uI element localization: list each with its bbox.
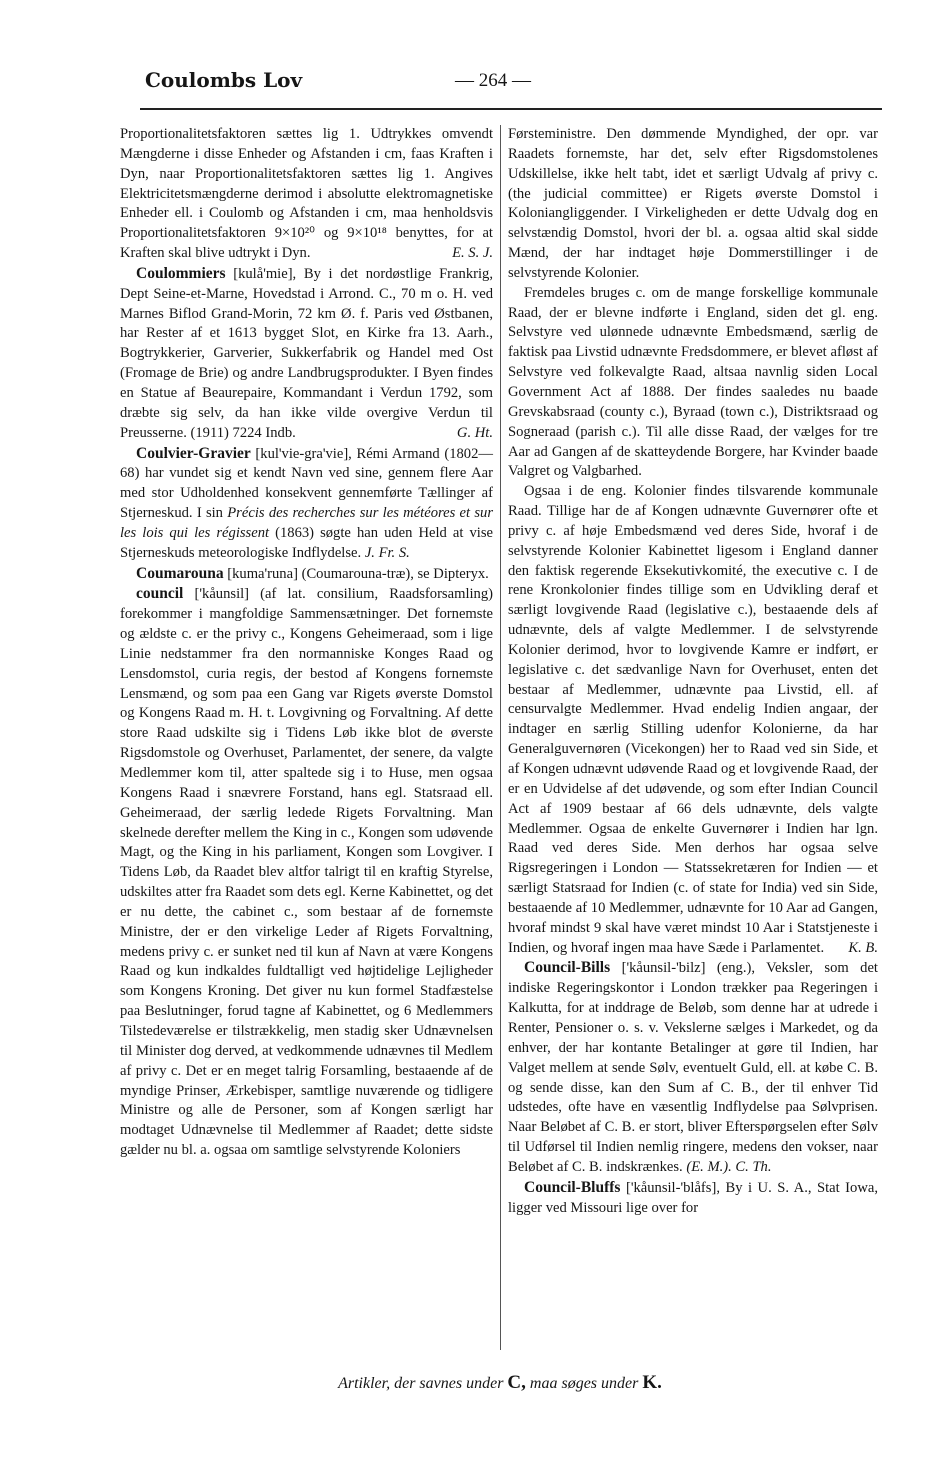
page-header — [145, 68, 880, 100]
council-paragraph-local — [508, 284, 878, 482]
entry-council-bluffs — [508, 1178, 878, 1219]
entry-headword: Coulvier-Gravier — [136, 444, 251, 462]
entry-headword: Council-Bills — [524, 959, 611, 977]
entry-text: ['kåunsil-'blåfs], By i U. S. A., Stat Iowa, ligger ved Missouri lige over for — [508, 1179, 878, 1216]
council-continuation — [508, 125, 878, 284]
page-footer-note — [120, 1372, 880, 1394]
entry-text: Proportionalitetsfaktoren sættes lig 1. Udtrykkes omvendt Mængderne i disse Enheder og Afstanden i cm, faas Kraften i Dyn, naar Proportionalitetsfaktoren sættes lig 1. Angives Elektricitetsmængderne derimod i absolutte elektromagnetiske Enheder ell. i Coulomb og Afstanden i cm, maa henholdsvis Proportionalitetsfaktoren 9×10²⁰ og 9×10¹⁸ benyttes, for at Kraften skal blive udtrykt i Dyn. — [120, 126, 493, 262]
footer-text: Artikler, der savnes under — [338, 1375, 504, 1392]
entry-headword: Coulommiers — [136, 264, 226, 282]
footer-text: maa søges under — [529, 1375, 639, 1392]
entry-headword: Coumarouna — [136, 564, 224, 582]
entry-text: (1863) søgte han uden Held at vise Stjerneskuds meteorologiske Indflydelse. — [120, 524, 493, 561]
entry-headword: council — [136, 585, 184, 603]
entry-text: [kuma'runa] (Coumarouna-træ), se Dipteryx. — [227, 565, 489, 582]
right-column — [508, 125, 878, 1218]
author-signature: E. S. J. — [452, 245, 493, 262]
entry-text: ['kåunsil-'bilz] (eng.), Veksler, som det indiske Regeringskontor i London trækker paa Regeringen i Kalkutta, for at inddrage de Beløb, som denne har at udrede i Renter, Pensioner o. s. v. Vekslerne sælges i Markedet, og da enhver, der har kontante Betalinger at gøre til Indien, har Valget mellem at sende Sølv, eventuelt Guld, ell. at købe C. B. og sende disse, kan den Sum af C. B., der til enhver Tid udstedes, ofte have en væsentlig Indflydelse paa Sølvprisen. Naar Beløbet af C. B. er stort, bliver Efterspørgselen efter Sølv til Udførsel til Indien nemlig ringere, medens den vokser, naar Beløbet af C. B. indskrænkes. — [508, 960, 878, 1175]
author-signature: (E. M.). C. Th. — [686, 1158, 772, 1175]
coulombs-lov-continuation — [120, 125, 493, 264]
page-number: — 264 — — [455, 70, 531, 91]
entry-text: ['kåunsil] (af lat. consilium, Raadsforsamling) forekommer i mangfoldige Sammensætninger. Det fornemste og ældste c. er the privy c., Kongens Geheimeraad, som i lige Linie nedstammer fra den normanniske Konges Raad og Lensdomstol, curia regis, der bestod af Kongens fornemste Lensmænd, og som paa een Gang var Rigets øverste Domstol og Kongens Raad m. H. t. Lovgivning og Forvaltning. Af dette store Raad udskilte sig i Tidens Løb ikke blot de øverste Rigsdomstole og Overhuset, Parlamentet, der senere, da valgte Medlemmer kom til, atter spaltede sig i to Huse, men ogsaa Kongens Raad i snævrere Forstand, hans egl. Statsraad ell. Geheimeraad, der særlig ledede Rigets Forvaltning. Man skelnede derefter mellem the King in c., Kongen som udøvende Magt, og the King in his parliament, Kongen som Lovgiver. I Tidens Løb, da Raadet blev altfor talrigt til en kraftig Styrelse, udskiltes atter fra Raadet som dets egl. Kerne Kabinettet, og det er nu dette, the cabinet c., som bestaar af de fornemste Ministre, der er den virkelige Leder af Rigets Forvaltning, medens privy c. er sunket ned til kun af Navn at være Kongens Raad og kun indkaldes fuldtalligt ved højtidelige Lejligheder som Kongens Kroning. Det giver nu kun formel Stadfæstelse paa Beslutninger, forud tagne af Kabinettet, og 6 Medlemmers Tilstedeværelse er tilstrækkelig, men stadig sker Udnævnelsen til Minister dog derved, at vedkommende udnævnes til Medlem af privy c. Det er en meget talrig Forsamling, bestaaende af de myndige Prinser, Ærkebisper, samtlige nuværende og tidligere Ministre og alle de Personer, som af Kongen særligt har modtaget Udnævnelse til Medlemmer af Raadet; dette sidste gælder nu bl. a. ogsaa om samtlige selvstyrende Koloniers — [120, 586, 494, 1159]
header-rule — [140, 108, 882, 110]
entry-text: [kulå'mie], By i det nordøstlige Frankrig, Dept Seine-et-Marne, Hovedstad i Arrond. C., 70 m o. H. ved Marnes Biflod Grand-Morin, 72 km Ø. f. Paris ved Østbanen, har Rester af et 1613 bygget Slot, en Kirke fra 13. Aarh., Bogtrykkerier, Garverier, Sukkerfabrik og Handel med Ost (Fromage de Brie) og andre Landbrugsprodukter. I Byen findes en Statue af Beaurepaire, Kommandant i Verdun 1792, som dræbte sig selv, da han ikke vilde overgive Verdun til Preusserne. (1911) 7224 Indb. — [120, 265, 493, 441]
work-title: Précis des recherches sur les météores et sur les lois qui les régissent — [120, 505, 494, 541]
entry-text: Fremdeles bruges c. om de mange forskellige kommunale Raad, der er blevne indførte i England, siden det gl. eng. Selvstyre ved ulønnede udnævnte Embedsmænd, særlig de faktisk paa Livstid udnævnte Fredsdommere, er blevet afløst af Selvstyre ved folkevalgte Raad, altsaa navnlig siden Local Government Act af 1888. Der findes saaledes nu baade Grevskabsraad (county c.), Byraad (town c.), Distriktsraad og Sogneraad (parish c.). Til alle disse Raad, der vælges for tre Aar ad Gangen af de skatteydende Borgere, har Kvinder baade Valgret og Valgbarhed. — [508, 284, 878, 480]
council-paragraph-colonies — [508, 482, 878, 958]
entry-text: Ogsaa i de eng. Kolonier findes tilsvarende kommunale Raad. Tillige har de af Kongen udnævnte Guvernører ofte et privy c. af høje Embedsmænd ved deres Side, hvoraf i de selvstyrende Kolonier Kabinettet ligesom i England danner den faktisk regerende Eksekutivkomité, the executive c. I de rene Kronkolonier findes tillige som en Udvikling deraf et særligt lovgivende Raad (legislative c.), bestaaende dels af udnævnte, dels af valgte Medlemmer. I de selvstyrende Kolonier derimod, hvor to lovgivende Kamre er indført, er legislative c. det sædvanlige Navn for Overhuset, enten det bestaar af Medlemmer, udnævnte paa Livstid, ell. af censurvalgte Medlemmer. Hvad endelig Indien angaar, der indtager en særlig Stilling udenfor Kolonierne, da har Generalguvernøren (Vicekongen) her to Raad ved sin Side, et af Kongen udnævnt udøvende Raad og et lovgivende Raad, der er en Udvidelse af det udøvende, og som efter Indian Council Act af 1909 bestaar af 66 dels udnævnte, dels valgte Medlemmer. Ogsaa de enkelte Guvernører i Indien har lgn. Raad ved deres Side. Men derhos har ogsaa selve Rigsregeringen i London — Statssekretæren for Indien — et særligt Statsraad for Indien (c. of state for India) ved sin Side, bestaaende af 10 Medlemmer, udnævnte for 10 Aar ad Gangen, hvoraf mindst 9 skal have været mindst 10 Aar i Statstjeneste i Indien, og hvoraf ingen maa have Sæde i Parlamentet. — [508, 483, 878, 956]
left-column — [120, 125, 493, 1161]
entry-coulommiers — [120, 264, 493, 444]
running-head-title: Coulombs Lov — [145, 68, 303, 92]
entry-coumarouna — [120, 564, 493, 585]
author-signature: G. Ht. — [456, 424, 493, 441]
entry-headword: Council-Bluffs — [524, 1178, 621, 1196]
footer-letter-k: K. — [642, 1372, 662, 1393]
entry-council-bills — [508, 958, 878, 1177]
footer-letter-c: C, — [507, 1372, 526, 1393]
author-signature: K. B. — [848, 939, 878, 956]
author-signature: J. Fr. S. — [364, 544, 410, 561]
entry-council — [120, 584, 493, 1160]
column-divider — [500, 125, 501, 1350]
entry-text: Førsteministre. Den dømmende Myndighed, der opr. var Raadets fornemste, har det, selv efter Rigsdomstolenes Udskillelse, ikke helt tabt, idet et særligt Udvalg af privy c. (the judicial committee) er Rigets øverste Domstol i Koloniangliggender. I Virkeligheden er dette Udvalg dog en selvstændig Domstol, hvori der bl. a. ogsaa altid skal sidde Mænd, der har indtaget høje Dommerstillinger i de selvstyrende Kolonier. — [508, 126, 878, 281]
entry-text: [kul'vie-gra'vie], Rémi Armand (1802—68) har vundet sig et kendt Navn ved sine, gennem flere Aar med stor Udholdenhed konsekvent gennemførte Tællinger af Stjerneskud. I sin — [120, 445, 493, 522]
entry-coulvier-gravier — [120, 444, 493, 564]
